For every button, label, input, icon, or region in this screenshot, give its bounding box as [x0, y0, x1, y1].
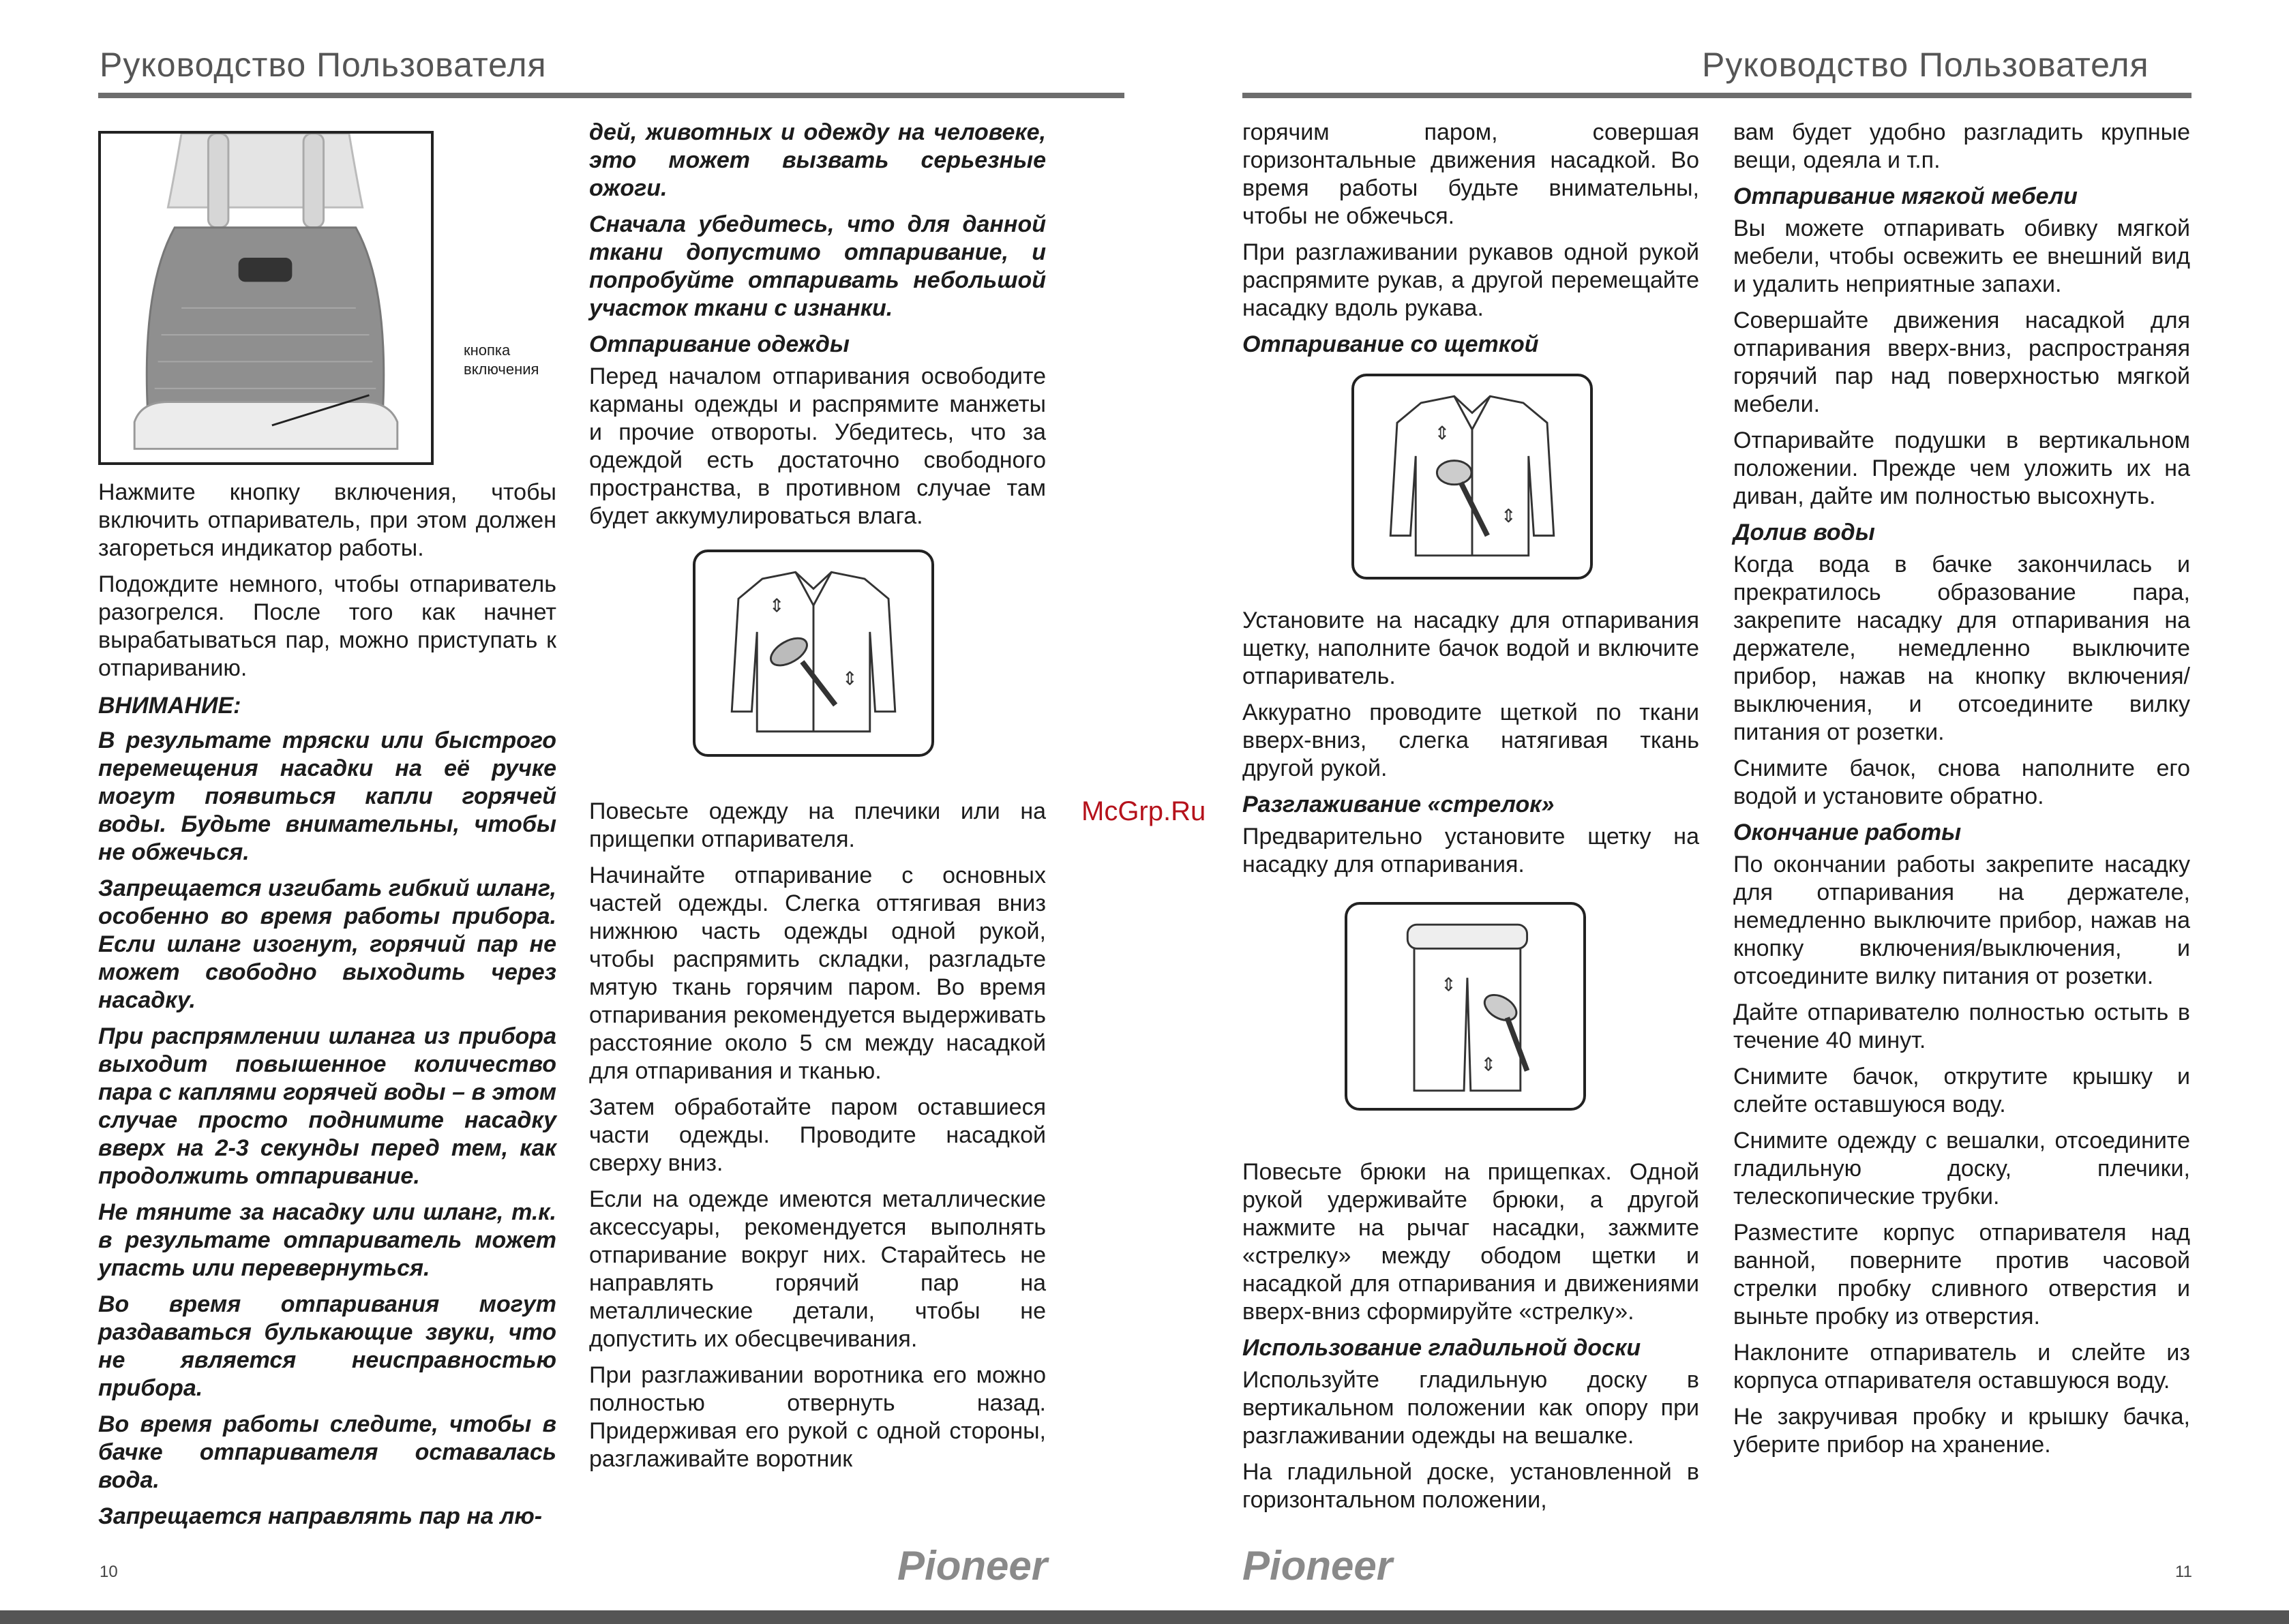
body-paragraph: Используйте гладильную доску в вертикальном положении как опору при разглаживании одежды на вешалке. — [1242, 1367, 1699, 1449]
body-paragraph: вам будет удобно разгладить крупные вещи, одеяла и т.п. — [1733, 119, 2190, 173]
refill-heading: Долив воды — [1733, 520, 1875, 545]
furniture-heading: Отпаривание мягкой мебели — [1733, 183, 2078, 209]
brush-steaming-figure — [1351, 374, 1593, 580]
right-page-header: Руководство Пользователя — [1702, 46, 2149, 84]
body-paragraph: Дайте отпаривателю полностью остыть в течение 40 минут. — [1733, 999, 2190, 1053]
body-paragraph: Разместите корпус отпаривателя над ванной, поверните против часовой стрелки пробку сливного отверстия и выньте пробку из отверстия. — [1733, 1220, 2190, 1329]
right-column-2 — [1733, 119, 2190, 1467]
section-clothes-heading: Отпаривание одежды — [589, 331, 850, 357]
body-paragraph: Повесьте одежду на плечики или на прищепки отпаривателя. — [589, 798, 1046, 852]
body-paragraph: Не закручивая пробку и крышку бачка, уберите прибор на хранение. — [1733, 1404, 2190, 1458]
steamer-pole-right — [303, 134, 324, 228]
warning-paragraph: Сначала убедитесь, что для данной ткани допустимо отпаривание, и попробуйте отпаривать небольшой участок ткани с изнанки. — [589, 211, 1046, 321]
brush-heading: Отпаривание со щеткой — [1242, 331, 1539, 357]
body-paragraph: Начинайте отпаривание с основных частей одежды. Слегка оттягивая вниз нижнюю часть одежды одной рукой, чтобы распрямить складки, разгладьте мятую ткань горячим паром. Во время отпаривания рекомендуется выдерживать расстояние около 5 см между насадкой для отпаривания и тканью. — [589, 862, 1046, 1084]
crease-heading: Разглаживание «стрелок» — [1242, 792, 1555, 817]
warning-paragraph: Не тяните за насадку или шланг, т.к. в результате отпариватель может упасть или перевернуться. — [98, 1199, 556, 1281]
body-paragraph: Перед началом отпаривания освободите карманы одежды и распрямите манжеты и прочие отвороты. Убедитесь, что за одеждой есть достаточно свободного пространства, в противном случае там будет аккумулироваться влага. — [589, 363, 1046, 529]
body-paragraph: Снимите одежду с вешалки, отсоедините гладильную доску, плечики, телескопические трубки. — [1733, 1128, 2190, 1209]
steamer-top-shape — [168, 134, 362, 207]
left-page-header: Руководство Пользователя — [100, 46, 547, 84]
arrow-up-down-icon: ⇕ — [1434, 422, 1450, 444]
finish-heading: Окончание работы — [1733, 819, 1962, 845]
left-column-1 — [98, 131, 556, 1539]
right-header-rule — [1242, 93, 2191, 98]
warning-paragraph: При распрямлении шланга из прибора выходит повышенное количество пара с каплями горячей воды – в этом случае просто поднимите насадку вверх на 2-3 секунды перед тем, как продолжить отпаривание. — [98, 1023, 556, 1189]
body-paragraph: Установите на насадку для отпаривания щетку, наполните бачок водой и включите отпариватель. — [1242, 607, 1699, 689]
arrow-up-down-icon: ⇕ — [1500, 505, 1516, 527]
body-paragraph: Наклоните отпариватель и слейте из корпуса отпаривателя оставшуюся воду. — [1733, 1340, 2190, 1394]
steamer-body — [147, 228, 384, 415]
body-paragraph: Отпаривайте подушки в вертикальном положении. Прежде чем уложить их на диван, дайте им полностью высохнуть. — [1733, 427, 2190, 509]
warning-paragraph: Во время отпаривания могут раздаваться булькающие звуки, что не является неисправностью прибора. — [98, 1291, 556, 1401]
body-paragraph: При разглаживании воротника его можно полностью отвернуть назад. Придерживая его рукой с одной стороны, разглаживайте воротник — [589, 1362, 1046, 1472]
warning-paragraph: Во время работы следите, чтобы в бачке отпаривателя оставалась вода. — [98, 1411, 556, 1493]
arrow-up-down-icon: ⇕ — [1480, 1053, 1497, 1075]
body-paragraph: Аккуратно проводите щеткой по ткани вверх-вниз, слегка натягивая ткань другой рукой. — [1242, 700, 1699, 781]
warning-paragraph: Запрещается изгибать гибкий шланг, особенно во время работы прибора. Если шланг изогнут, горячий пар не может свободно выходить через насадку. — [98, 875, 556, 1013]
body-paragraph: По окончании работы закрепите насадку для отпаривания на держателе, немедленно выключите прибор, нажав на кнопку включения/выключения, и отсоедините вилку питания от розетки. — [1733, 852, 2190, 989]
shirt-drawing — [1390, 396, 1553, 556]
body-paragraph: Если на одежде имеются металлические аксессуары, рекомендуется выполнять отпаривание вокруг них. Старайтесь не направлять горячий пар на металлические детали, чтобы не допустить их обесцвечивания. — [589, 1186, 1046, 1352]
right-column-1 — [1242, 119, 1699, 1522]
left-column-2 — [589, 119, 1046, 1482]
body-paragraph: Вы можете отпаривать обивку мягкой мебели, чтобы освежить ее внешний вид и удалить неприятные запахи. — [1733, 215, 2190, 297]
body-paragraph: Снимите бачок, открутите крышку и слейте оставшуюся воду. — [1733, 1064, 2190, 1117]
power-button — [239, 258, 293, 282]
body-paragraph: Повесьте брюки на прищепках. Одной рукой удерживайте брюки, а другой нажмите на рычаг насадки, зажмите «стрелку» между ободом щетки и насадкой для отпаривания и движениями вверх-вниз сформируйте «стрелку». — [1242, 1159, 1699, 1325]
right-brand-logo: Pioneer — [1242, 1543, 1393, 1589]
shirt-steaming-figure — [693, 550, 934, 757]
arrow-up-down-icon: ⇕ — [841, 667, 858, 689]
body-paragraph: Совершайте движения насадкой для отпаривания вверх-вниз, распространяя горячий пар над поверхностью мягкой мебели. — [1733, 307, 2190, 417]
figure-callout-label: кнопка включения — [464, 342, 539, 378]
arrow-up-down-icon: ⇕ — [768, 595, 785, 616]
body-paragraph: Когда вода в бачке закончилась и прекратилось образование пара, закрепите насадку для отпаривания на держателе, немедленно выключите прибор, нажав на кнопку включения/выключения, и отсоедините вилку питания от розетки. — [1733, 552, 2190, 745]
arrow-up-down-icon: ⇕ — [1440, 974, 1456, 995]
body-paragraph: горячим паром, совершая горизонтальные движения насадкой. Во время работы будьте внимательны, чтобы не обжечься. — [1242, 119, 1699, 229]
body-paragraph: Затем обработайте паром оставшиеся части одежды. Проводите насадкой сверху вниз. — [589, 1094, 1046, 1176]
intro-paragraph: Подождите немного, чтобы отпариватель разогрелся. После того как начнет вырабатываться пар, можно приступать к отпариванию. — [98, 571, 556, 681]
body-paragraph: Предварительно установите щетку на насадку для отпаривания. — [1242, 824, 1699, 877]
warning-paragraph: дей, животных и одежду на человеке, это может вызвать серьезные ожоги. — [589, 119, 1046, 201]
left-page-number: 10 — [100, 1563, 118, 1581]
body-paragraph: На гладильной доске, установленной в горизонтальном положении, — [1242, 1459, 1699, 1513]
watermark: McGrp.Ru — [1081, 796, 1206, 826]
left-header-rule — [98, 93, 1124, 98]
ironing-board-heading: Использование гладильной доски — [1242, 1335, 1641, 1361]
steamer-base — [134, 402, 398, 449]
steamer-nozzle-icon — [766, 633, 835, 705]
right-page-number: 11 — [2175, 1563, 2192, 1581]
steamer-base-figure — [98, 131, 434, 465]
attention-heading: ВНИМАНИЕ: — [98, 693, 241, 719]
body-paragraph: Снимите бачок, снова наполните его водой и установите обратно. — [1733, 755, 2190, 809]
steamer-pole-left — [208, 134, 228, 228]
shirt-drawing — [732, 572, 895, 732]
warning-paragraph: В результате тряски или быстрого перемещения насадки на её ручке могут появиться капли горячей воды. Будьте внимательны, чтобы не обжечься. — [98, 727, 556, 865]
trousers-steaming-figure — [1345, 902, 1586, 1111]
warning-paragraph: Запрещается направлять пар на лю- — [98, 1503, 543, 1529]
bottom-border — [0, 1610, 2289, 1624]
body-paragraph: При разглаживании рукавов одной рукой распрямите рукав, а другой перемещайте насадку вдоль рукава. — [1242, 239, 1699, 321]
intro-paragraph: Нажмите кнопку включения, чтобы включить отпариватель, при этом должен загореться индикатор работы. — [98, 479, 556, 561]
brush-nozzle-icon — [1437, 461, 1487, 536]
left-brand-logo: Pioneer — [897, 1543, 1048, 1589]
